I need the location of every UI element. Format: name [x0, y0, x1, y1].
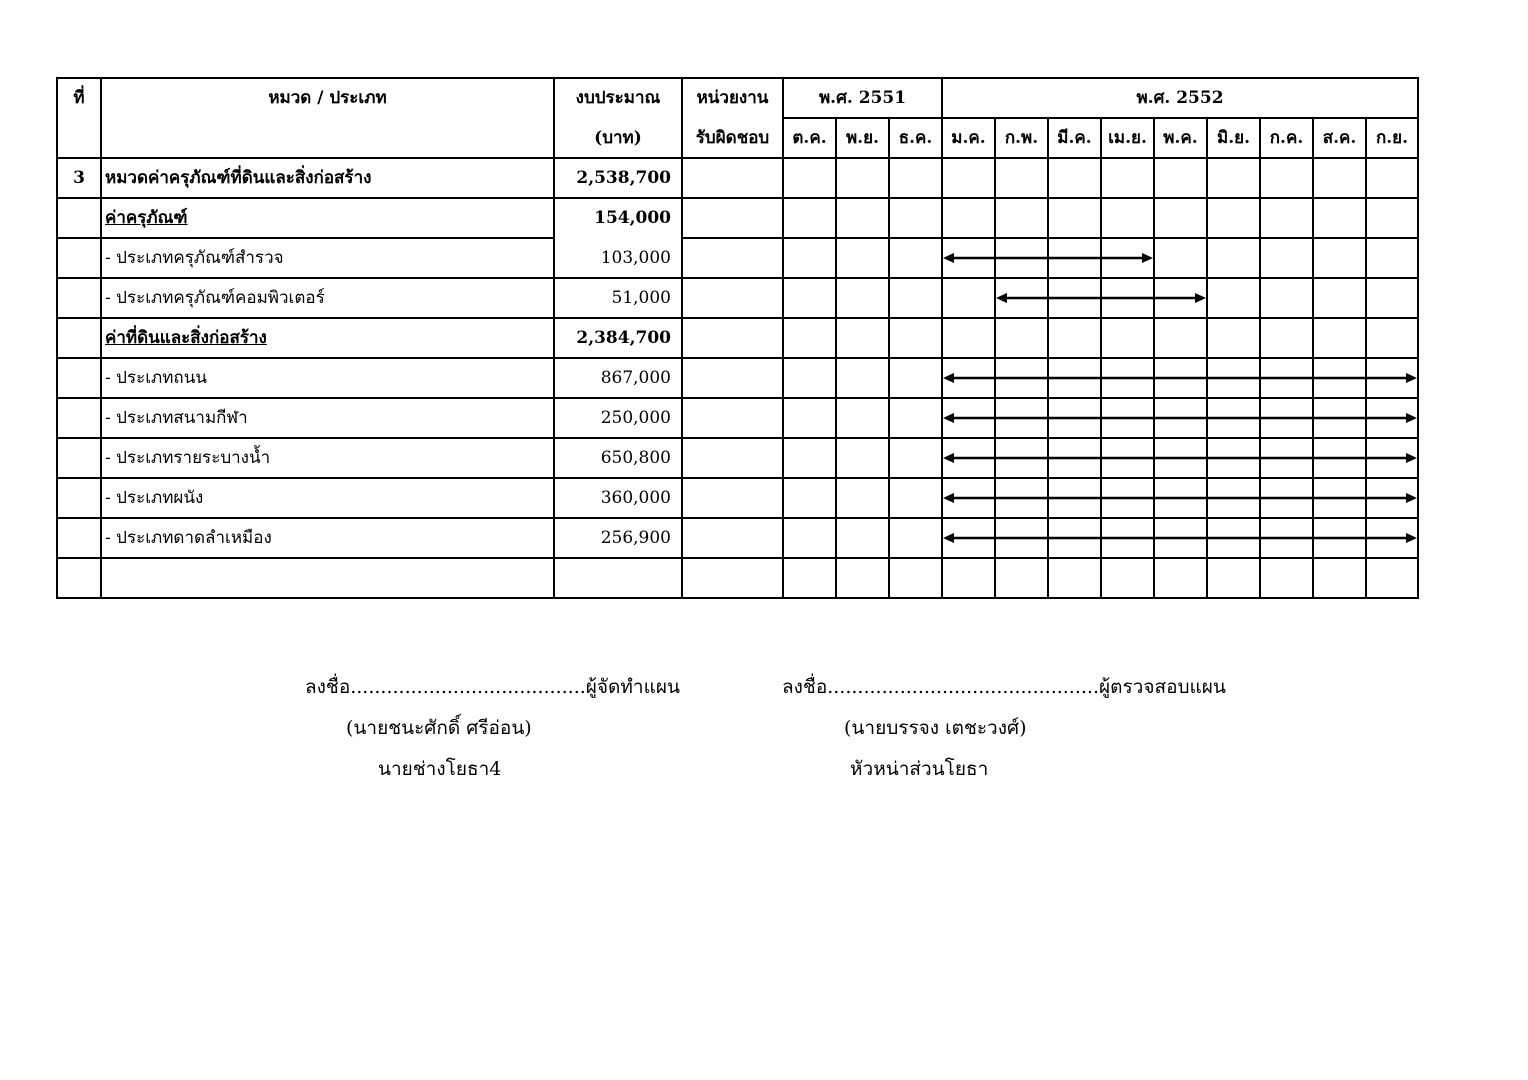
row-unit: [682, 438, 783, 478]
month-cell: [1048, 278, 1101, 318]
row-unit: [682, 518, 783, 558]
month-cell: [942, 398, 995, 438]
month-cell: [1154, 198, 1207, 238]
month-cell: [1154, 558, 1207, 598]
month-cell: [1154, 358, 1207, 398]
row-unit: [682, 278, 783, 318]
header-no: ที่: [57, 78, 101, 118]
month-header: มี.ค.: [1048, 118, 1101, 158]
header-unit: หน่วยงาน: [682, 78, 783, 118]
month-header: เม.ย.: [1101, 118, 1154, 158]
month-cell: [1313, 198, 1366, 238]
month-cell: [1313, 558, 1366, 598]
table-row: [57, 558, 1418, 598]
month-cell: [1366, 358, 1418, 398]
row-number: [57, 238, 101, 278]
month-header: ก.ย.: [1366, 118, 1418, 158]
row-unit: [682, 358, 783, 398]
month-cell: [942, 318, 995, 358]
row-number: [57, 318, 101, 358]
month-cell: [836, 398, 889, 438]
month-cell: [1260, 278, 1313, 318]
table-row: [57, 238, 1418, 278]
month-cell: [1207, 478, 1260, 518]
month-cell: [995, 438, 1048, 478]
month-cell: [1313, 358, 1366, 398]
month-cell: [889, 478, 942, 518]
header-category-cont: [101, 118, 554, 158]
month-cell: [783, 478, 836, 518]
month-cell: [783, 358, 836, 398]
row-number: [57, 398, 101, 438]
month-cell: [995, 238, 1048, 278]
row-budget: 250,000: [554, 398, 682, 438]
table-row: [57, 278, 1418, 318]
row-number: 3: [57, 158, 101, 198]
table-row: [57, 358, 1418, 398]
month-cell: [1207, 198, 1260, 238]
row-number: [57, 438, 101, 478]
month-cell: [942, 358, 995, 398]
row-category: [101, 558, 554, 598]
preparer-name: (นายชนะศักดิ์ ศรีอ่อน): [346, 717, 532, 739]
row-budget: 650,800: [554, 438, 682, 478]
month-header: ก.ค.: [1260, 118, 1313, 158]
month-cell: [942, 238, 995, 278]
month-cell: [1048, 478, 1101, 518]
table-row: [57, 158, 1418, 198]
month-cell: [942, 478, 995, 518]
month-cell: [1313, 238, 1366, 278]
header-year-2551: พ.ศ. 2551: [783, 78, 942, 118]
month-cell: [1313, 518, 1366, 558]
month-cell: [836, 278, 889, 318]
month-cell: [1207, 238, 1260, 278]
row-budget: 360,000: [554, 478, 682, 518]
month-cell: [783, 518, 836, 558]
month-cell: [889, 318, 942, 358]
month-header: ต.ค.: [783, 118, 836, 158]
month-cell: [1207, 398, 1260, 438]
table-row: [57, 478, 1418, 518]
month-cell: [1154, 318, 1207, 358]
month-cell: [1366, 398, 1418, 438]
table-row: [57, 438, 1418, 478]
month-cell: [836, 158, 889, 198]
month-cell: [1366, 278, 1418, 318]
month-cell: [1366, 198, 1418, 238]
month-cell: [995, 278, 1048, 318]
row-number: [57, 478, 101, 518]
month-cell: [1366, 558, 1418, 598]
month-cell: [1101, 558, 1154, 598]
row-unit: [682, 318, 783, 358]
month-header: พ.ย.: [836, 118, 889, 158]
month-header: ม.ค.: [942, 118, 995, 158]
month-cell: [1101, 198, 1154, 238]
row-number: [57, 198, 101, 238]
month-cell: [1366, 478, 1418, 518]
month-cell: [942, 438, 995, 478]
row-number: [57, 358, 101, 398]
month-cell: [1154, 398, 1207, 438]
month-cell: [995, 558, 1048, 598]
month-cell: [889, 158, 942, 198]
month-cell: [836, 238, 889, 278]
row-category: หมวดค่าครุภัณฑ์ที่ดินและสิ่งก่อสร้าง: [101, 158, 554, 198]
month-cell: [1048, 398, 1101, 438]
row-budget: 2,538,700: [554, 158, 682, 198]
month-cell: [942, 558, 995, 598]
month-cell: [1260, 398, 1313, 438]
month-cell: [1101, 518, 1154, 558]
month-header: ธ.ค.: [889, 118, 942, 158]
month-cell: [1207, 438, 1260, 478]
month-cell: [889, 398, 942, 438]
month-cell: [836, 478, 889, 518]
month-cell: [1048, 198, 1101, 238]
row-category: - ประเภทรายระบางน้ำ: [101, 438, 554, 478]
month-cell: [783, 158, 836, 198]
month-cell: [1101, 398, 1154, 438]
row-unit: [682, 198, 783, 238]
row-number: [57, 518, 101, 558]
row-budget: 154,000: [554, 198, 682, 238]
month-cell: [1154, 518, 1207, 558]
month-cell: [1207, 278, 1260, 318]
month-cell: [995, 358, 1048, 398]
month-cell: [1154, 158, 1207, 198]
month-cell: [783, 398, 836, 438]
month-cell: [1260, 438, 1313, 478]
month-cell: [1101, 278, 1154, 318]
month-cell: [1260, 158, 1313, 198]
row-category: - ประเภทสนามกีฬา: [101, 398, 554, 438]
row-budget: [554, 558, 682, 598]
month-cell: [889, 278, 942, 318]
month-cell: [942, 278, 995, 318]
month-header: พ.ค.: [1154, 118, 1207, 158]
month-cell: [783, 438, 836, 478]
row-number: [57, 278, 101, 318]
month-cell: [1101, 238, 1154, 278]
month-cell: [1048, 438, 1101, 478]
month-cell: [995, 478, 1048, 518]
month-cell: [1260, 558, 1313, 598]
month-cell: [1048, 558, 1101, 598]
month-header: ส.ค.: [1313, 118, 1366, 158]
month-cell: [1101, 158, 1154, 198]
header-year-2552: พ.ศ. 2552: [942, 78, 1418, 118]
row-category: - ประเภทถนน: [101, 358, 554, 398]
month-cell: [1313, 158, 1366, 198]
month-cell: [889, 238, 942, 278]
header-unit-responsible: รับผิดชอบ: [682, 118, 783, 158]
preparer-position: นายช่างโยธา4: [378, 758, 502, 780]
month-cell: [1366, 158, 1418, 198]
month-cell: [1154, 238, 1207, 278]
month-cell: [1207, 518, 1260, 558]
month-cell: [836, 318, 889, 358]
month-cell: [1207, 558, 1260, 598]
month-cell: [1260, 358, 1313, 398]
month-cell: [1260, 318, 1313, 358]
month-cell: [836, 358, 889, 398]
reviewer-sign-line: ลงชื่อ.............................................ผู้ตรวจสอบแผน: [782, 676, 1226, 698]
header-budget: งบประมาณ: [554, 78, 682, 118]
month-cell: [836, 558, 889, 598]
row-category: ค่าที่ดินและสิ่งก่อสร้าง: [101, 318, 554, 358]
month-cell: [1366, 438, 1418, 478]
header-budget-unit: (บาท): [554, 118, 682, 158]
month-cell: [889, 438, 942, 478]
month-cell: [783, 238, 836, 278]
row-unit: [682, 238, 783, 278]
month-cell: [836, 438, 889, 478]
header-no-cont: [57, 118, 101, 158]
month-cell: [1260, 478, 1313, 518]
table-row: [57, 198, 1418, 238]
table-row: [57, 318, 1418, 358]
month-cell: [942, 198, 995, 238]
table-row: [57, 398, 1418, 438]
row-category: - ประเภทผนัง: [101, 478, 554, 518]
row-category: ค่าครุภัณฑ์: [101, 198, 554, 238]
month-cell: [1207, 358, 1260, 398]
month-cell: [995, 198, 1048, 238]
month-cell: [1048, 158, 1101, 198]
month-cell: [995, 158, 1048, 198]
month-cell: [1101, 358, 1154, 398]
row-budget: 256,900: [554, 518, 682, 558]
month-cell: [995, 518, 1048, 558]
month-cell: [1366, 238, 1418, 278]
month-cell: [1048, 358, 1101, 398]
row-budget: 103,000: [554, 238, 682, 278]
month-cell: [889, 358, 942, 398]
row-unit: [682, 478, 783, 518]
month-cell: [836, 518, 889, 558]
row-unit: [682, 158, 783, 198]
month-cell: [889, 198, 942, 238]
month-cell: [1366, 318, 1418, 358]
month-cell: [1101, 438, 1154, 478]
row-budget: 51,000: [554, 278, 682, 318]
month-cell: [1207, 158, 1260, 198]
row-number: [57, 558, 101, 598]
month-cell: [1313, 318, 1366, 358]
row-budget: 867,000: [554, 358, 682, 398]
row-category: - ประเภทดาดลำเหมือง: [101, 518, 554, 558]
table-row: [57, 518, 1418, 558]
month-cell: [783, 198, 836, 238]
reviewer-position: หัวหน่าส่วนโยธา: [850, 758, 989, 780]
month-cell: [1313, 478, 1366, 518]
month-cell: [995, 318, 1048, 358]
month-cell: [995, 398, 1048, 438]
reviewer-name: (นายบรรจง เตชะวงศ์): [844, 717, 1027, 739]
month-cell: [1313, 278, 1366, 318]
row-category: - ประเภทครุภัณฑ์คอมพิวเตอร์: [101, 278, 554, 318]
row-budget: 2,384,700: [554, 318, 682, 358]
month-cell: [1154, 478, 1207, 518]
month-cell: [783, 278, 836, 318]
month-cell: [1154, 278, 1207, 318]
month-cell: [1048, 518, 1101, 558]
month-cell: [889, 558, 942, 598]
month-cell: [1260, 198, 1313, 238]
month-cell: [1048, 238, 1101, 278]
month-cell: [1366, 518, 1418, 558]
preparer-sign-line: ลงชื่อ.......................................ผู้จัดทำแผน: [305, 676, 680, 698]
month-header: ก.พ.: [995, 118, 1048, 158]
row-category: - ประเภทครุภัณฑ์สำรวจ: [101, 238, 554, 278]
header-category: หมวด / ประเภท: [101, 78, 554, 118]
month-cell: [889, 518, 942, 558]
table-body: [57, 158, 1418, 598]
month-cell: [1313, 438, 1366, 478]
row-unit: [682, 558, 783, 598]
month-header: มิ.ย.: [1207, 118, 1260, 158]
month-cell: [783, 318, 836, 358]
row-unit: [682, 398, 783, 438]
month-cell: [836, 198, 889, 238]
month-cell: [1207, 318, 1260, 358]
month-cell: [942, 518, 995, 558]
budget-plan-table: [56, 77, 1419, 599]
month-cell: [1260, 238, 1313, 278]
month-cell: [1260, 518, 1313, 558]
month-cell: [942, 158, 995, 198]
month-cell: [783, 558, 836, 598]
month-cell: [1101, 478, 1154, 518]
month-cell: [1048, 318, 1101, 358]
month-cell: [1313, 398, 1366, 438]
month-cell: [1101, 318, 1154, 358]
month-cell: [1154, 438, 1207, 478]
